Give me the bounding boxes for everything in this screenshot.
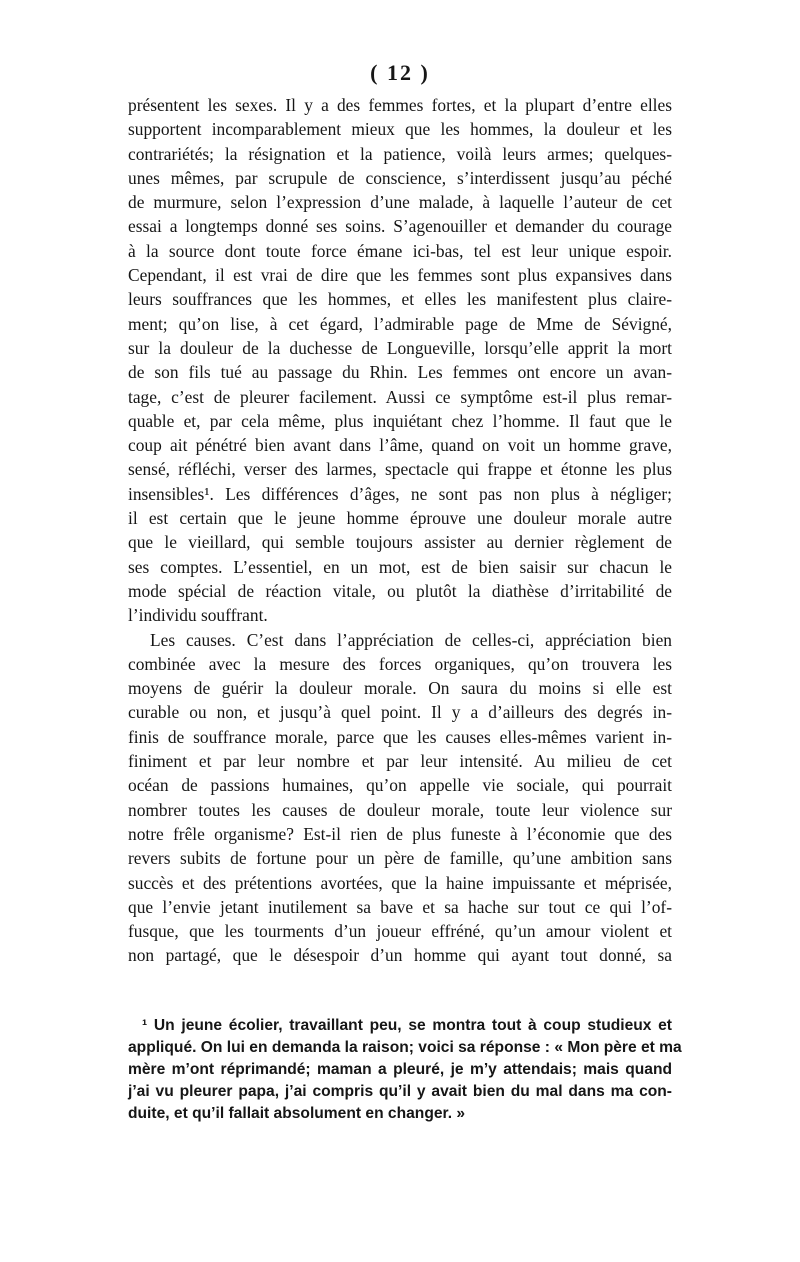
text-line: présentent les sexes. Il y a des femmes fortes, et la plupart d’entre elles	[128, 95, 672, 115]
footnote	[128, 1015, 682, 1125]
text-line: que le vieillard, qui semble toujours assister au dernier règlement de	[128, 532, 672, 553]
body-text	[128, 93, 672, 968]
text-line: non partagé, que le désespoir d’un homme qui ayant tout donné, sa	[128, 945, 672, 966]
text-line: que l’envie jetant inutilement sa bave et sa hache sur tout ce qui l’of-	[128, 896, 672, 917]
footnote-line: appliqué. On lui en demanda la raison; voici sa réponse : « Mon père et ma	[128, 1039, 682, 1056]
text-line: notre frêle organisme? Est-il rien de plus funeste à l’économie que des	[128, 823, 672, 844]
text-line: Cependant, il est vrai de dire que les femmes sont plus expansives dans	[128, 265, 672, 286]
text-line: coup ait pénétré bien avant dans l’âme, quand on voit un homme grave,	[128, 435, 672, 456]
text-line: il est certain que le jeune homme éprouve une douleur morale autre	[128, 508, 672, 529]
text-line: leurs souffrances que les hommes, et elles les manifestent plus claire-	[128, 289, 672, 310]
footnote-line: ¹ Un jeune écolier, travaillant peu, se montra tout à coup studieux et	[142, 1017, 672, 1034]
text-line: fusque, que les tourments d’un joueur effréné, qu’un amour violent et	[128, 921, 672, 942]
text-line: supportent incomparablement mieux que les hommes, la douleur et les	[128, 119, 672, 140]
text-line: mode spécial de réaction vitale, ou plutôt la diathèse d’irritabilité de	[128, 580, 672, 601]
text-line: de murmure, selon l’expression d’une malade, à laquelle l’auteur de cet	[128, 192, 672, 213]
text-line: unes mêmes, par scrupule de conscience, s’interdissent jusqu’au péché	[128, 167, 672, 188]
text-line: ses comptes. L’essentiel, en un mot, est de bien saisir sur chacun le	[128, 556, 672, 577]
text-line: curable ou non, et jusqu’à quel point. Il y a d’ailleurs des degrés in-	[128, 702, 672, 723]
text-line: de son fils tué au passage du Rhin. Les femmes ont encore un avan-	[128, 362, 672, 383]
text-line: essai a longtemps donné ses soins. S’agenouiller et demander du courage	[128, 216, 672, 237]
text-line: revers subits de fortune pour un père de famille, qu’une ambition sans	[128, 848, 672, 869]
text-line: l’individu souffrant.	[128, 605, 268, 626]
text-line: à la source dont toute force émane ici-bas, tel est leur unique espoir.	[128, 240, 672, 261]
text-line: succès et des prétentions avortées, que la haine impuissante et méprisée,	[128, 872, 672, 893]
text-line: Les causes. C’est dans l’appréciation de celles-ci, appréciation bien	[150, 629, 672, 650]
footnote-line: mère m’ont réprimandé; maman a pleuré, je m’y attendais; mais quand	[128, 1061, 672, 1078]
text-line: tage, c’est de pleurer facilement. Aussi ce symptôme est-il plus remar-	[128, 386, 672, 407]
text-line: sensé, réfléchi, verser des larmes, spectacle qui frappe et étonne les plus	[128, 459, 672, 480]
text-line: insensibles¹. Les différences d’âges, ne sont pas non plus à négliger;	[128, 483, 672, 504]
text-line: sur la douleur de la duchesse de Longueville, lorsqu’elle apprit la mort	[128, 337, 672, 358]
text-line: finis de souffrance morale, parce que les causes elles-mêmes varient in-	[128, 726, 672, 747]
page-number: ( 12 )	[370, 60, 430, 85]
text-line: contrariétés; la résignation et la patience, voilà leurs armes; quelques-	[128, 143, 672, 164]
text-line: combinée avec la mesure des forces organiques, qu’on trouvera les	[128, 653, 672, 674]
text-line: quable et, par cela même, plus inquiétant chez l’homme. Il faut que le	[128, 410, 672, 431]
text-line: moyens de guérir la douleur morale. On saura du moins si elle est	[128, 678, 672, 699]
footnote-line: duite, et qu’il fallait absolument en changer. »	[128, 1105, 466, 1122]
text-line: océan de passions humaines, qu’on appelle vie sociale, qui pourrait	[128, 775, 672, 796]
text-line: ment; qu’on lise, à cet égard, l’admirable page de Mme de Sévigné,	[128, 313, 672, 334]
footnote-line: j’ai vu pleurer papa, j’ai compris qu’il y avait bien du mal dans ma con-	[128, 1083, 672, 1100]
text-line: finiment et par leur nombre et par leur intensité. Au milieu de cet	[128, 751, 672, 772]
text-line: nombrer toutes les causes de douleur morale, toute leur violence sur	[128, 799, 672, 820]
